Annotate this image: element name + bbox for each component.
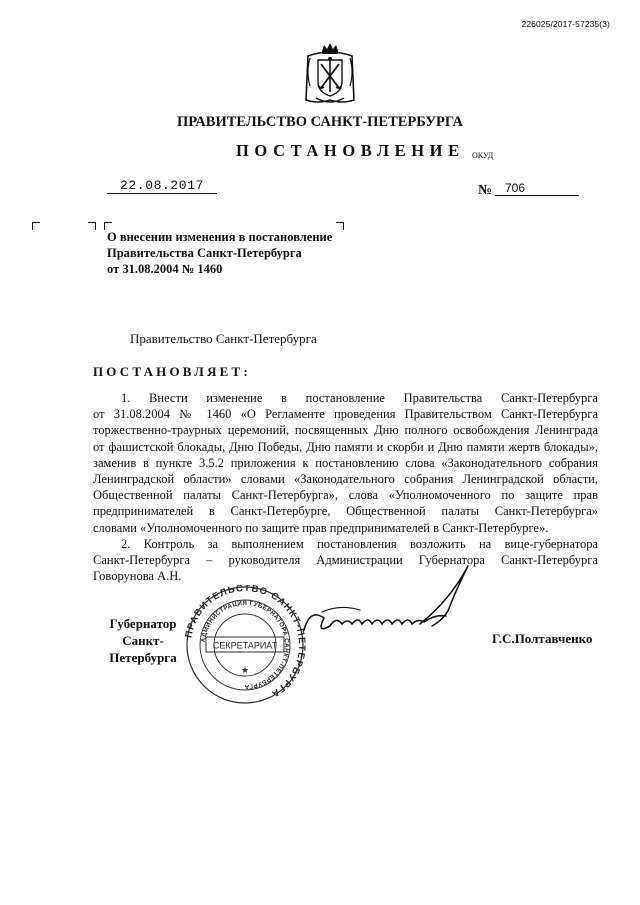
body-line: торжественно-траурных церемоний, посвященных Дню полного освобождения Ленинграда — [93, 423, 598, 438]
subject-line: от 31.08.2004 № 1460 — [107, 262, 223, 276]
body-line: словами «Уполномоченного по защите прав предпринимателей в Санкт-Петербурге». — [93, 520, 549, 535]
document-code: 226025/2017-57235(3) — [521, 19, 610, 29]
document-date: 22.08.2017 — [107, 178, 217, 194]
government-intro: Правительство Санкт-Петербурга — [130, 331, 317, 346]
handwritten-signature — [300, 560, 475, 655]
subject-line: Правительства Санкт-Петербурга — [107, 246, 302, 260]
stamp-outer-text: ПРАВИТЕЛЬСТВО САНКТ-ПЕТЕРБУРГА — [183, 585, 308, 700]
corner-mark — [88, 222, 96, 230]
body-line: Ленинградской области» словами «Законодательного собрания Ленинградской области, — [93, 471, 598, 486]
corner-mark — [336, 222, 344, 230]
body-line: Санкт-Петербурга – руководителя Администрации Губернатора Санкт-Петербурга — [93, 552, 598, 567]
signatory-title-line: Санкт-Петербурга — [109, 633, 177, 665]
stamp-inner-text: АДМИНИСТРАЦИЯ ГУБЕРНАТОРА САНКТ-ПЕТЕРБУРГА — [200, 599, 291, 691]
number-label: № — [478, 183, 493, 198]
signatory-title — [93, 615, 193, 666]
resolves-heading: ПОСТАНОВЛЯЕТ: — [93, 364, 251, 379]
signatory-name: Г.С.Полтавченко — [492, 631, 593, 646]
body-line: Говорунова А.Н. — [93, 569, 182, 584]
subject-line: О внесении изменения в постановление — [107, 230, 333, 244]
body-line: Общественной палаты Санкт-Петербурга», слова «Уполномоченного по защите прав — [93, 488, 598, 503]
body-line: 1. Внести изменение в постановление Правительства Санкт-Петербурга — [121, 391, 598, 405]
document-number: 706 — [495, 181, 579, 196]
signatory-title-line: Губернатор — [109, 616, 177, 631]
official-stamp-seal — [180, 585, 310, 705]
body-line: от фашистской блокады, Дню Победы, Дню памяти и скорби и Дню памяти жертв блокады», — [93, 439, 598, 454]
body-line: предпринимателей в Санкт-Петербурге, Общественной палаты Санкт-Петербурга» — [93, 504, 598, 519]
document-subject — [107, 229, 332, 277]
stamp-star-icon: ★ — [240, 666, 250, 676]
okud-label: ОКУД — [472, 151, 494, 160]
st-petersburg-coat-of-arms-icon — [304, 42, 356, 108]
body-line: заменив в пункте 3.5.2 приложения к постановлению слова «Законодательного собрания — [93, 455, 598, 470]
government-title: ПРАВИТЕЛЬСТВО САНКТ-ПЕТЕРБУРГА — [177, 114, 463, 130]
corner-mark — [32, 222, 40, 230]
body-line: 2. Контроль за выполнением постановления возложить на вице-губернатора — [121, 536, 598, 551]
resolution-body — [93, 390, 598, 584]
stamp-center-text: СЕКРЕТАРИАТ — [212, 640, 278, 651]
document-type: ПОСТАНОВЛЕНИЕ — [236, 141, 465, 160]
body-line: от 31.08.2004 № 1460 «О Регламенте проведения Правительством Санкт-Петербурга — [93, 407, 598, 422]
